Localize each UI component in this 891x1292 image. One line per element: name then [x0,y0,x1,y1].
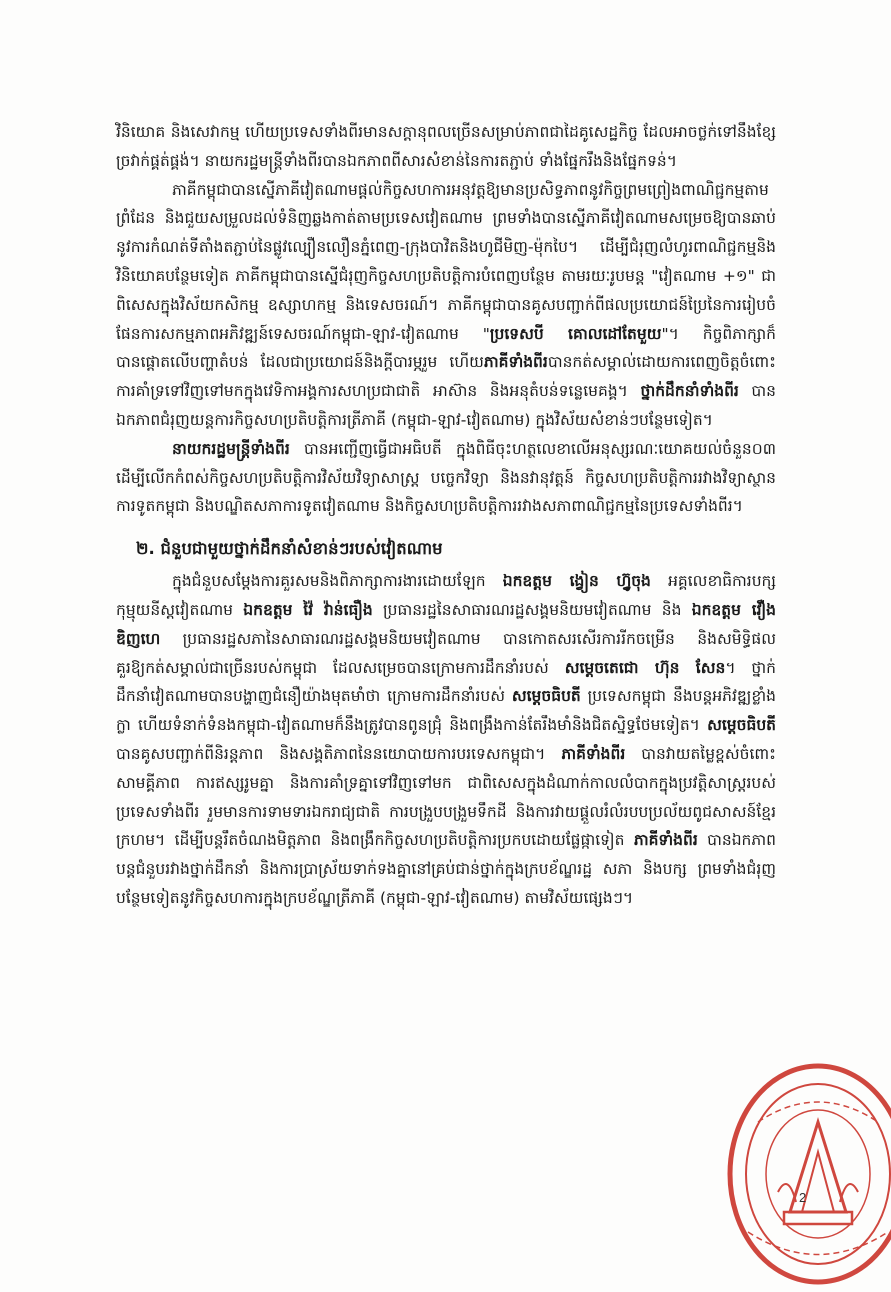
paragraph-2-bold-both-leaders: ថ្នាក់ដឹកនាំទាំងពីរ [640,382,739,401]
paragraph-2-text-c: បានកត់សម្គាល់ដោយការពេញចិត្តចំពោះការគាំទ្រទៅវិញទៅមកក្នុងវេទិកាអង្គការសហប្រជាជាតិ អាស៊ាន និងអនុតំបន់ទន្លេមេគង្គ។ [116,353,776,401]
paragraph-2-text-b: "។ កិច្ចពិភាក្សាក៏បានផ្តោតលើបញ្ហាតំបន់ ដែលជាប្រយោជន៍និងក្តីបារម្ភរួម ហើយ [116,324,776,372]
paragraph-3-text: បានអញ្ជើញធ្វើជាអធិបតី ក្នុងពិធីចុះហត្ថលេខាលើអនុស្សរណៈយោគយល់ចំនួន០៣ ដើម្បីលើកកំពស់កិច្ចសហប្រតិបត្តិការវិស័យវិទ្យាសាស្ត្រ បច្ចេកវិទ្យា និងនវានុវត្តន៍ កិច្ចសហប្រតិបត្តិការរវាងវិទ្យាស្ថានការទូតកម្ពុជា និងបណ្ឌិតសភាការទូតវៀតណាម និងកិច្ចសហប្រតិបត្តិការរវាងសភាពាណិជ្ជកម្មនៃប្រទេសទាំងពីរ។ [116,439,776,516]
paragraph-1-text: វិនិយោគ និងសេវាកម្ម ហើយប្រទេសទាំងពីរមានសក្តានុពលច្រើនសម្រាប់ភាពជាដៃគូសេដ្ឋកិច្ច ដែលអាចថ្លក់ទៅនឹងខ្សែច្រវាក់ផ្គត់ផ្គង់។ នាយករដ្ឋមន្ត្រីទាំងពីរបានឯកភាពពីសារសំខាន់នៃការតភ្ជាប់ ទាំងផ្នែករឹងនិងផ្នែកទន់។ [116,123,776,170]
paragraph-4-text-d: ប្រធានរដ្ឋសភានៃសាធារណរដ្ឋសង្គមនិយមវៀតណាម បានកោតសរសើរការរីកចម្រើន និងសមិទ្ធិផលគួរឱ្យកត់សម្គាល់ជាច្រើនរបស់កម្ពុជា ដែលសម្រេចបានក្រោមការដឹកនាំរបស់ [116,629,776,677]
official-seal-icon [718,1062,891,1292]
paragraph-4-bold-7: ភាគីទាំងពីរ [561,744,626,763]
paragraph-4-bold-4: សម្តេចតេជោ ហ៊ុន សែន [564,658,726,677]
paragraph-4-text-a: ក្នុងជំនួបសម្តែងការគួរសមនិងពិភាក្សាការងារដោយឡែក [172,572,503,591]
paragraph-4-bold-1: ឯកឧត្តម ង្វៀន ហ្វ៊ូចុង [502,572,651,591]
paragraph-4-text-g: បានគូសបញ្ជាក់ពីនិរន្តភាព និងសង្គតិភាពនៃនយោបាយការបរទេសកម្ពុជា។ [116,744,562,763]
paragraph-4-text-e: ។ ថ្នាក់ដឹកនាំវៀតណាមបានបង្ហាញជំនឿយ៉ាងមុតមាំថា ក្រោមការដឹកនាំរបស់ [116,658,777,706]
paragraph-4-bold-6: សម្តេចធិបតី [707,716,776,735]
paragraph-1 [116,118,776,176]
paragraph-4-bold-5: សម្តេចធិបតី [511,687,581,706]
paragraph-4-text-i: បានឯកភាពបន្តជំនួបរវាងថ្នាក់ដឹកនាំ និងការប្រាស្រ័យទាក់ទងគ្នានៅគ្រប់ជាន់ថ្នាក់ក្នុងក្របខ័ណ្ឌរដ្ឋ សភា និងបក្ស ព្រមទាំងជំរុញបន្ថែមទៀតនូវកិច្ចសហការក្នុងក្របខ័ណ្ឌត្រីភាគី (កម្ពុជា-ឡាវ-វៀតណាម) តាមវិស័យផ្សេងៗ។ [116,831,776,907]
paragraph-3 [116,435,776,521]
paragraph-4-text-c: ប្រធានរដ្ឋនៃសាធារណរដ្ឋសង្គមនិយមវៀតណាម និង [372,600,692,619]
paragraph-2-bold-slogan: ប្រទេសបី គោលដៅតែមួយ [489,324,662,343]
paragraph-4-bold-3: ឯកឧត្តម វឿង ឌិញហេ [116,600,776,648]
paragraph-4-text-f: ប្រទេសកម្ពុជា នឹងបន្តអភិវឌ្ឍខ្លាំងក្លា ហើយទំនាក់ទំនងកម្ពុជា-វៀតណាមក៏នឹងត្រូវបានពូនជ្រុំ និងពង្រឹងកាន់តែរឹងមាំនិងជិតស្និទ្ធថែមទៀត។ [116,687,776,735]
paragraph-2-bold-both-sides: ភាគីទាំងពីរ [483,353,548,372]
paragraph-3-bold-prime-ministers: នាយករដ្ឋមន្ត្រីទាំងពីរ [172,439,290,458]
paragraph-4-bold-2: ឯកឧត្តម វ៉ៃ វ៉ាន់ធឿង [243,600,373,619]
paragraph-4-text-b: អគ្គលេខាធិការបក្សកុម្មុយនីស្តវៀតណាម [116,572,777,619]
paragraph-2 [116,176,776,435]
paragraph-2-text-d: បានឯកភាពជំរុញយន្តការកិច្ចសហប្រតិបត្តិការត្រីភាគី (កម្ពុជា-ឡាវ-វៀតណាម) ក្នុងវិស័យសំខាន់ៗបន្ថែមទៀត។ [116,382,776,429]
page-number: 2 [799,1190,807,1205]
document-body [116,118,776,913]
section-heading: ២. ជំនួបជាមួយថ្នាក់ដឹកនាំសំខាន់ៗរបស់វៀតណាម [136,539,443,559]
paragraph-2-text-a: ភាគីកម្ពុជាបានស្នើភាគីវៀតណាមផ្តល់កិច្ចសហការអនុវត្តឱ្យមានប្រសិទ្ធភាពនូវកិច្ចព្រមព្រៀងពាណិជ្ជកម្មតាមព្រំដែន និងជួយសម្រួលដល់ទំនិញឆ្លងកាត់តាមប្រទេសវៀតណាម ព្រមទាំងបានស្នើភាគីវៀតណាមសម្រេចឱ្យបានឆាប់នូវការកំណត់ទីតាំងតភ្ជាប់នៃផ្លូវល្បឿនលឿនភ្នំពេញ-ក្រុងបាវិតនិងហូជីមិញ-ម៉ុកបៃ។ ដើម្បីជំរុញលំហូរពាណិជ្ជកម្មនិងវិនិយោគបន្ថែមទៀត ភាគីកម្ពុជាបានស្នើជំរុញកិច្ចសហប្រតិបត្តិការបំពេញបន្ថែម តាមរយៈរូបមន្ត "វៀតណាម +១" ជាពិសេសក្នុងវិស័យកសិកម្ម ឧស្សាហកម្ម និងទេសចរណ៍។ ភាគីកម្ពុជាបានគូសបញ្ជាក់ពីផលប្រយោជន៍ប្រៃនៃការរៀបចំផែនការសកម្មភាពអភិវឌ្ឍន៍ទេសចរណ៍កម្ពុជា-ឡាវ-វៀតណាម " [116,180,776,343]
paragraph-4-text-h: បានវាយតម្លៃខ្ពស់ចំពោះសាមគ្គីភាព ការឥស្សរូមគ្នា និងការគាំទ្រគ្នាទៅវិញទៅមក ជាពិសេសក្នុងដំណាក់កាលលំបាកក្នុងប្រវត្តិសាស្ត្ររបស់ប្រទេសទាំងពីរ រួមមានការទាមទារឯករាជ្យជាតិ ការបង្រួបបង្រួមទឹកដី និងការវាយផ្តួលរំលំរបបប្រល័យពូជសាសន៍ខ្មែរក្រហម។ ដើម្បីបន្តរឹតចំណងមិត្តភាព និងពង្រឹកកិច្ចសហប្រតិបត្តិការប្រកបដោយផ្លែផ្កាទៀត [116,744,776,850]
paragraph-4 [116,567,776,913]
paragraph-4-bold-8: ភាគីទាំងពីរ [633,831,698,850]
